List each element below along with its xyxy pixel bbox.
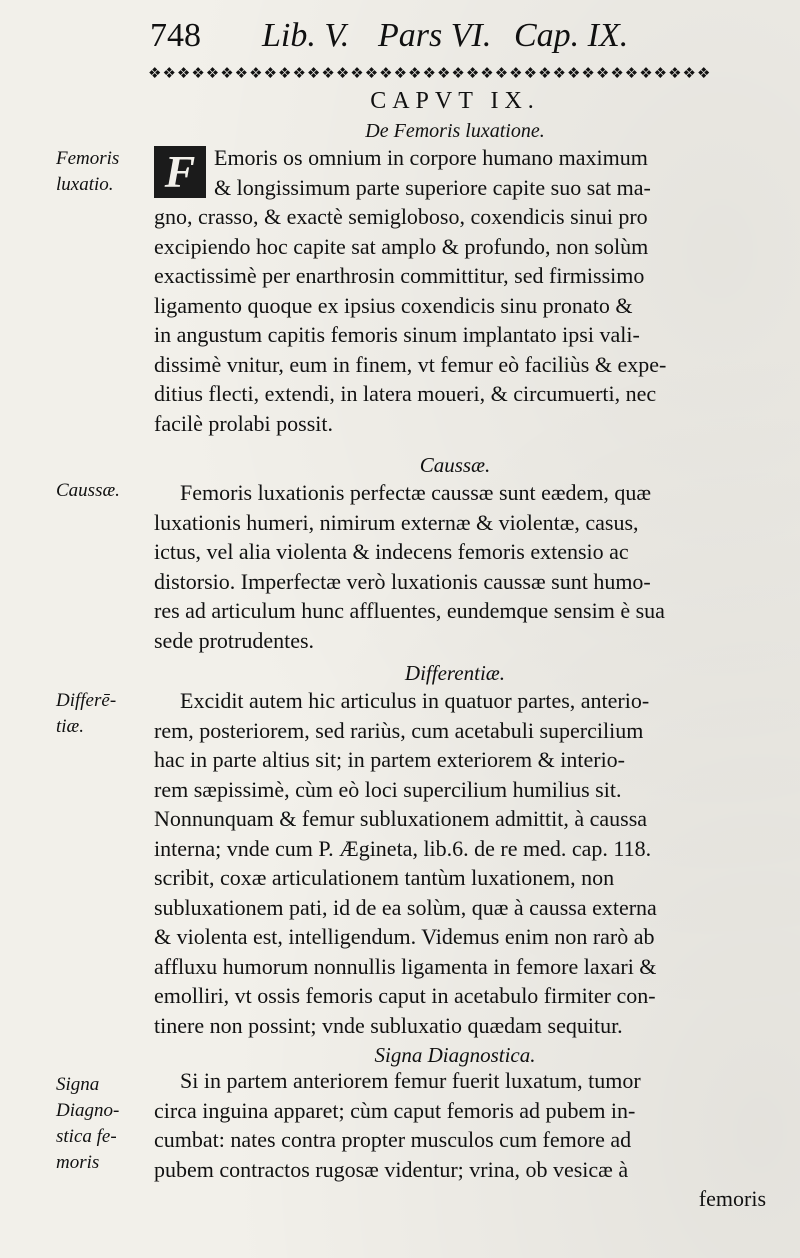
drop-cap: F xyxy=(154,146,206,198)
text-line: exactissimè per enarthrosin committitur, sed firmissimo xyxy=(154,263,645,288)
text-line: tinere non possint; vnde subluxatio quædam sequitur. xyxy=(154,1012,623,1038)
text-line: Nonnunquam & femur subluxationem admittit, à caussa xyxy=(154,806,648,831)
text-line: ditius flecti, extendi, in latera moueri, & circumuerti, nec xyxy=(154,381,657,406)
margin-note-line: moris xyxy=(56,1152,100,1173)
text-line: Si in partem anteriorem femur fuerit luxatum, tumor xyxy=(180,1068,641,1093)
margin-note-signa xyxy=(56,1072,148,1176)
header-pars: Pars VI. xyxy=(378,17,492,54)
text-line: interna; vnde cum P. Ægineta, lib.6. de re med. cap. 118. xyxy=(154,835,652,861)
text-line: res ad articulum hunc affluentes, eundemque sensim è sua xyxy=(154,598,665,623)
text-line: ictus, vel alia violenta & indecens femoris extensio ac xyxy=(154,539,629,564)
margin-note-line: Femoris xyxy=(56,148,120,169)
text-line: pubem contractos rugosæ videntur; vrina, ob vesicæ à xyxy=(154,1156,629,1182)
text-line: affluxu humorum nonnullis ligamenta in femore laxari & xyxy=(154,953,657,979)
text-line: emolliri, vt ossis femoris caput in acetabulo firmiter con- xyxy=(154,983,656,1008)
text-line: rem, posteriorem, sed rariùs, cum acetabuli supercilium xyxy=(154,717,644,743)
section-heading-caussae: Caussæ. xyxy=(419,453,491,477)
margin-note-line: luxatio. xyxy=(56,174,114,195)
margin-note-line: Caussæ. xyxy=(56,480,120,501)
text-line: Excidit autem hic articulus in quatuor partes, anterio- xyxy=(180,688,650,713)
text-line: Femoris luxationis perfectæ caussæ sunt eædem, quæ xyxy=(180,480,652,505)
text-line: cumbat: nates contra propter musculos cum femore ad xyxy=(154,1127,632,1152)
page-number: 748 xyxy=(150,17,201,54)
paragraph-signa xyxy=(154,1066,766,1214)
text-line: luxationis humeri, nimirum externæ & violentæ, casus, xyxy=(154,509,639,535)
margin-note-line: tiæ. xyxy=(56,716,84,737)
running-header xyxy=(150,14,770,58)
text-line: scribit, coxæ articulationem tantùm luxationem, non xyxy=(154,865,615,890)
ornamental-rule: ❖❖❖❖❖❖❖❖❖❖❖❖❖❖❖❖❖❖❖❖❖❖❖❖❖❖❖❖❖❖❖❖❖❖❖❖❖❖❖ xyxy=(148,64,712,82)
chapter-subtitle: De Femoris luxatione. xyxy=(365,120,545,142)
text-line: & violenta est, intelligendum. Videmus enim non rarò ab xyxy=(154,924,655,949)
paragraph-definition xyxy=(154,143,766,438)
text-line: Emoris os omnium in corpore humano maximum xyxy=(214,145,648,170)
catchword: femoris xyxy=(698,1186,766,1211)
text-line: ligamento quoque ex ipsius coxendicis sinu pronato & xyxy=(154,292,633,318)
margin-note-femoris-luxatio xyxy=(56,146,148,198)
section-heading-differentiae: Differentiæ. xyxy=(404,661,506,685)
text-line: gno, crasso, & exactè semigloboso, coxendicis sinui pro xyxy=(154,204,648,229)
text-line: circa inguina apparet; cùm caput femoris ad pubem in- xyxy=(154,1097,636,1123)
text-line: hac in parte altius sit; in partem exteriorem & interio- xyxy=(154,747,626,772)
text-line: in angustum capitis femoris sinum implantato ipsi vali- xyxy=(154,322,640,347)
margin-note-line: stica fe- xyxy=(56,1126,117,1147)
margin-note-line: Signa xyxy=(56,1074,100,1095)
text-line: & longissimum parte superiore capite suo sat ma- xyxy=(214,174,651,200)
section-heading-signa: Signa Diagnostica. xyxy=(374,1043,536,1067)
text-line: excipiendo hoc capite sat amplo & profundo, non solùm xyxy=(154,233,649,259)
margin-note-differentiae xyxy=(56,688,148,740)
text-line: sede protrudentes. xyxy=(154,627,315,653)
paragraph-caussae xyxy=(154,478,766,655)
chapter-title: CAPVT IX. xyxy=(370,88,540,114)
text-line: facilè prolabi possit. xyxy=(154,410,334,436)
paragraph-differentiae xyxy=(154,686,766,1040)
text-line: rem sæpissimè, cùm eò loci supercilium humilius sit. xyxy=(154,776,622,802)
header-lib: Lib. V. xyxy=(262,17,350,54)
margin-note-caussae xyxy=(56,478,148,504)
text-line: subluxationem pati, id de ea solùm, quæ à caussa externa xyxy=(154,894,657,920)
margin-note-line: Differē- xyxy=(56,690,117,711)
header-cap: Cap. IX. xyxy=(514,17,629,54)
text-line: distorsio. Imperfectæ verò luxationis caussæ sunt humo- xyxy=(154,568,651,594)
margin-note-line: Diagno- xyxy=(56,1100,120,1121)
text-line: dissimè vnitur, eum in finem, vt femur eò faciliùs & expe- xyxy=(154,351,667,377)
